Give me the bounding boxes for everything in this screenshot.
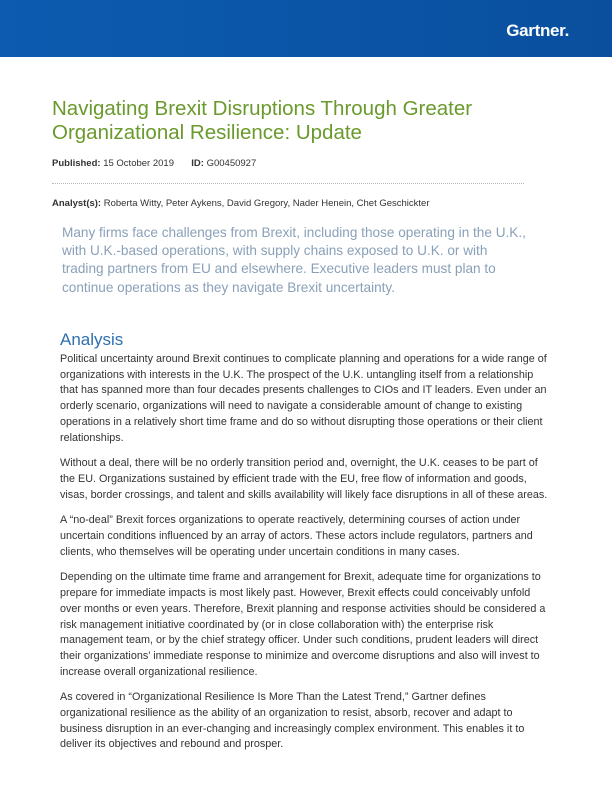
document-id: G00450927 [206, 158, 257, 169]
header-band [0, 0, 612, 57]
analysis-paragraph: As covered in “Organizational Resilience Is More Than the Latest Trend,” Gartner defines organizational resilience as the ability of an organization to resist, absorb, recover and adapt to business disruption in an ever-changing and increasingly complex environment. This enables it to deliver its objectives and rebound and prosper. [60, 691, 525, 751]
analysis-heading: Analysis [60, 330, 124, 349]
published-label: Published: [52, 158, 101, 169]
logo-dot: . [564, 21, 569, 40]
analysts-names: Roberta Witty, Peter Aykens, David Gregory, Nader Henein, Chet Geschickter [103, 198, 430, 209]
analysis-paragraph: A “no-deal” Brexit forces organizations to operate reactively, determining courses of action under uncertain conditions influenced by an array of actors. These actors include regulators, partners and clients, who themselves will be operating under uncertain conditions in many cases. [60, 514, 533, 558]
analysis-paragraph: Depending on the ultimate time frame and arrangement for Brexit, adequate time for organizations to prepare for immediate impacts is most likely past. However, Brexit effects could conceivably unfold over months or even years. Therefore, Brexit planning and response activities should be considered a risk management initiative coordinated by (or in close collaboration with) the enterprise risk management team, or by the chief strategy officer. Under such conditions, prudent leaders will direct their organizations’ immediate response to minimize and overcome disruptions and also will invest to increase overall organizational resilience. [60, 571, 546, 678]
gartner-logo [506, 21, 569, 41]
summary-text: Many firms face challenges from Brexit, including those operating in the U.K., with U.K.-based operations, with supply chains exposed to U.K. or with trading partners from EU and elsewhere. Executive leaders must plan to continue operations as they navigate Brexit uncertainty. [62, 225, 526, 295]
published-date: 15 October 2019 [103, 158, 174, 169]
publication-meta [52, 158, 256, 169]
id-label: ID: [191, 158, 204, 169]
meta-divider [52, 183, 524, 184]
analysis-paragraph: Political uncertainty around Brexit continues to complicate planning and operations for a wide range of organizations with interests in the U.K. The prospect of the U.K. untangling itself from a relationship that has spanned more than four decades presents challenges to CIOs and IT leaders. Even under an orderly scenario, organizations will need to navigate a considerable amount of change to existing operations in a relatively short time frame and do so without disrupting those operations or their client relationships. [60, 353, 547, 444]
analysis-paragraph: Without a deal, there will be no orderly transition period and, overnight, the U.K. ceases to be part of the EU. Organizations sustained by efficient trade with the EU, free flow of information and goods, visas, border crossings, and talent and skills availability will likely face disruptions in all of these areas. [60, 457, 548, 501]
analysts-line [52, 198, 430, 209]
analysts-label: Analyst(s): [52, 198, 102, 209]
document-title: Navigating Brexit Disruptions Through Greater Organizational Resilience: Update [52, 97, 473, 144]
logo-text: Gartner [506, 21, 565, 40]
analysis-body [60, 352, 550, 763]
